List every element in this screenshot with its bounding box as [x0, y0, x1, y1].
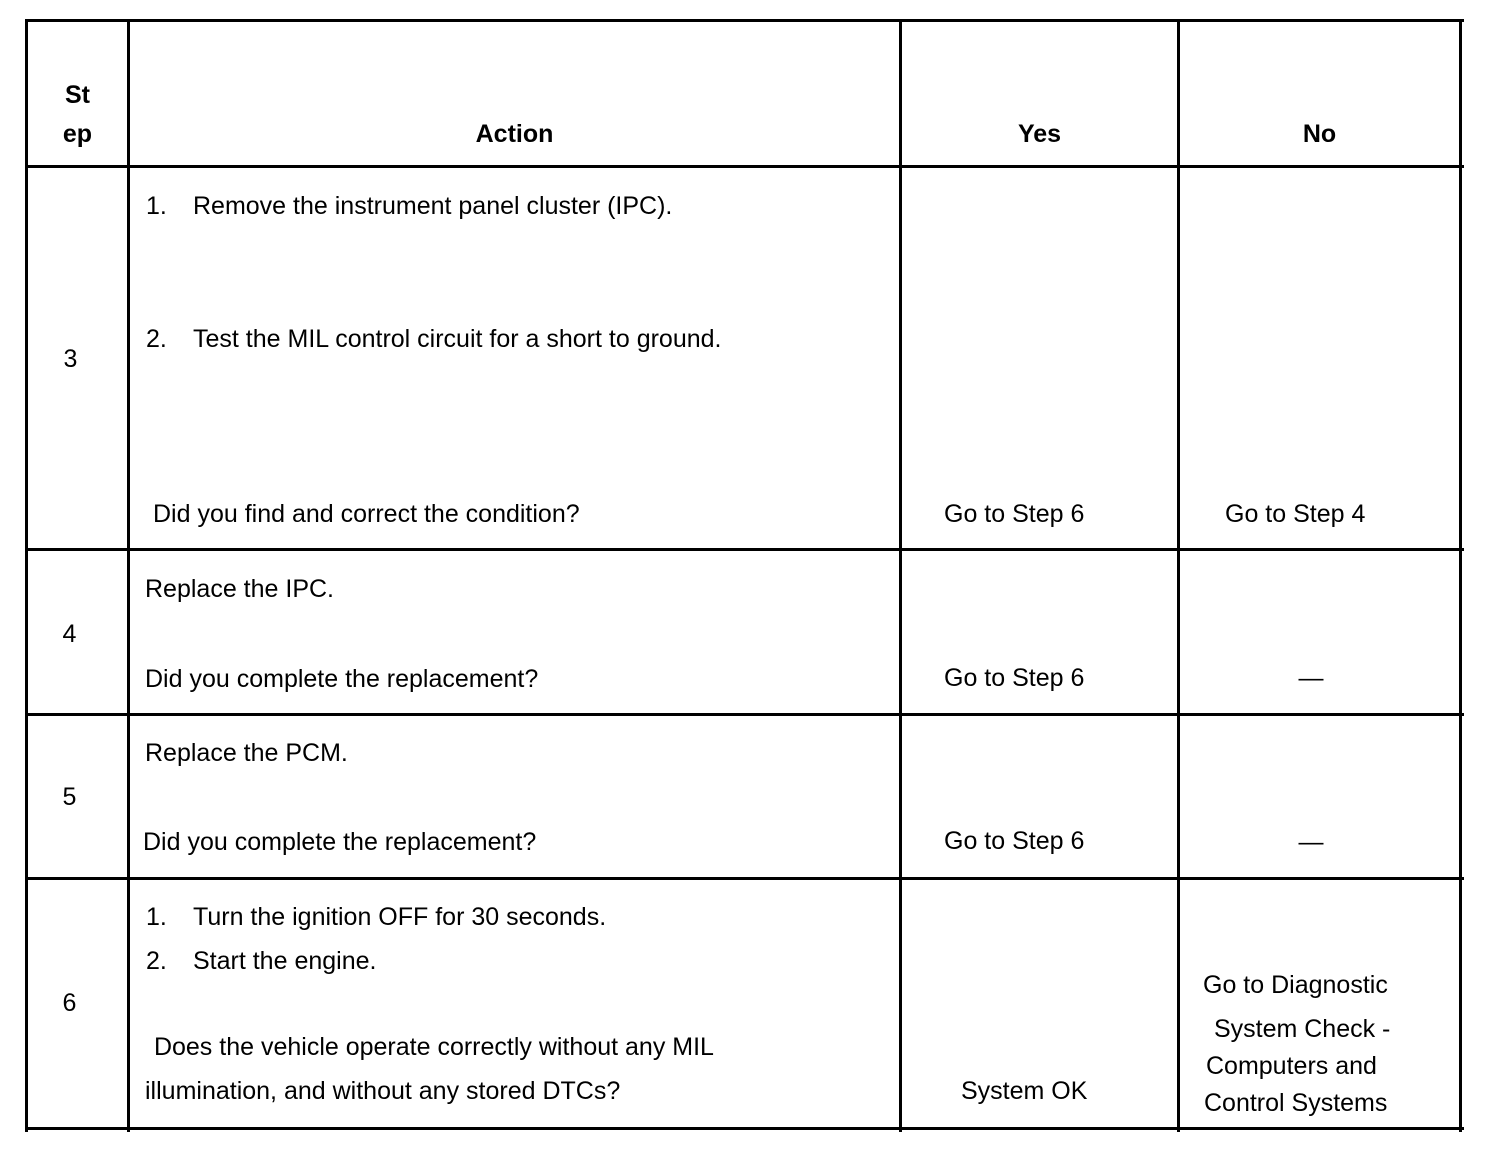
- yes-result: Go to Step 6: [944, 664, 1085, 692]
- no-result-line3: Computers and: [1206, 1052, 1377, 1080]
- no-result: —: [1298, 664, 1324, 692]
- row-divider: [25, 713, 1464, 716]
- yes-result: Go to Step 6: [944, 500, 1085, 528]
- no-result-line2: System Check -: [1207, 1015, 1391, 1043]
- no-result-line1: Go to Diagnostic: [1203, 971, 1388, 999]
- step-number: 3: [63, 345, 78, 373]
- list-item-number: 2.: [146, 947, 167, 975]
- list-item-text: Turn the ignition OFF for 30 seconds.: [193, 903, 607, 931]
- step-question: Did you complete the replacement?: [143, 828, 537, 856]
- column-divider: [899, 20, 902, 1132]
- header-step-line2: ep: [62, 120, 93, 148]
- table-border-right: [1459, 20, 1462, 1132]
- header-action: Action: [475, 120, 554, 148]
- column-divider: [1177, 20, 1180, 1132]
- no-result: —: [1298, 828, 1324, 856]
- header-yes: Yes: [1017, 120, 1062, 148]
- row-divider: [25, 877, 1464, 880]
- step-question: Did you find and correct the condition?: [153, 500, 580, 528]
- table-border-bottom: [25, 1127, 1464, 1130]
- step-instruction: Replace the IPC.: [145, 575, 334, 603]
- header-divider: [25, 165, 1464, 168]
- row-divider: [25, 548, 1464, 551]
- header-no: No: [1302, 120, 1337, 148]
- step-question: Did you complete the replacement?: [145, 665, 539, 693]
- list-item-text: Start the engine.: [193, 947, 377, 975]
- step-question-line1: Does the vehicle operate correctly without any MIL: [147, 1033, 714, 1061]
- header-step-line1: St: [65, 81, 90, 109]
- yes-result: Go to Step 6: [944, 827, 1085, 855]
- step-number: 4: [62, 620, 77, 648]
- list-item-number: 1.: [146, 903, 167, 931]
- no-result: Go to Step 4: [1225, 500, 1366, 528]
- list-item-number: 1.: [146, 192, 167, 220]
- yes-result: System OK: [961, 1077, 1088, 1105]
- step-instruction: Replace the PCM.: [145, 739, 348, 767]
- table-border-left: [25, 20, 28, 1132]
- step-number: 6: [62, 989, 77, 1017]
- list-item-number: 2.: [146, 325, 167, 353]
- table-border-top: [25, 19, 1464, 22]
- step-question-line2: illumination, and without any stored DTCs?: [145, 1077, 621, 1105]
- list-item-text: Remove the instrument panel cluster (IPC).: [193, 192, 673, 220]
- list-item-text: Test the MIL control circuit for a short to ground.: [193, 325, 722, 353]
- column-divider: [127, 20, 130, 1132]
- step-number: 5: [62, 783, 77, 811]
- no-result-line4: Control Systems: [1204, 1089, 1388, 1117]
